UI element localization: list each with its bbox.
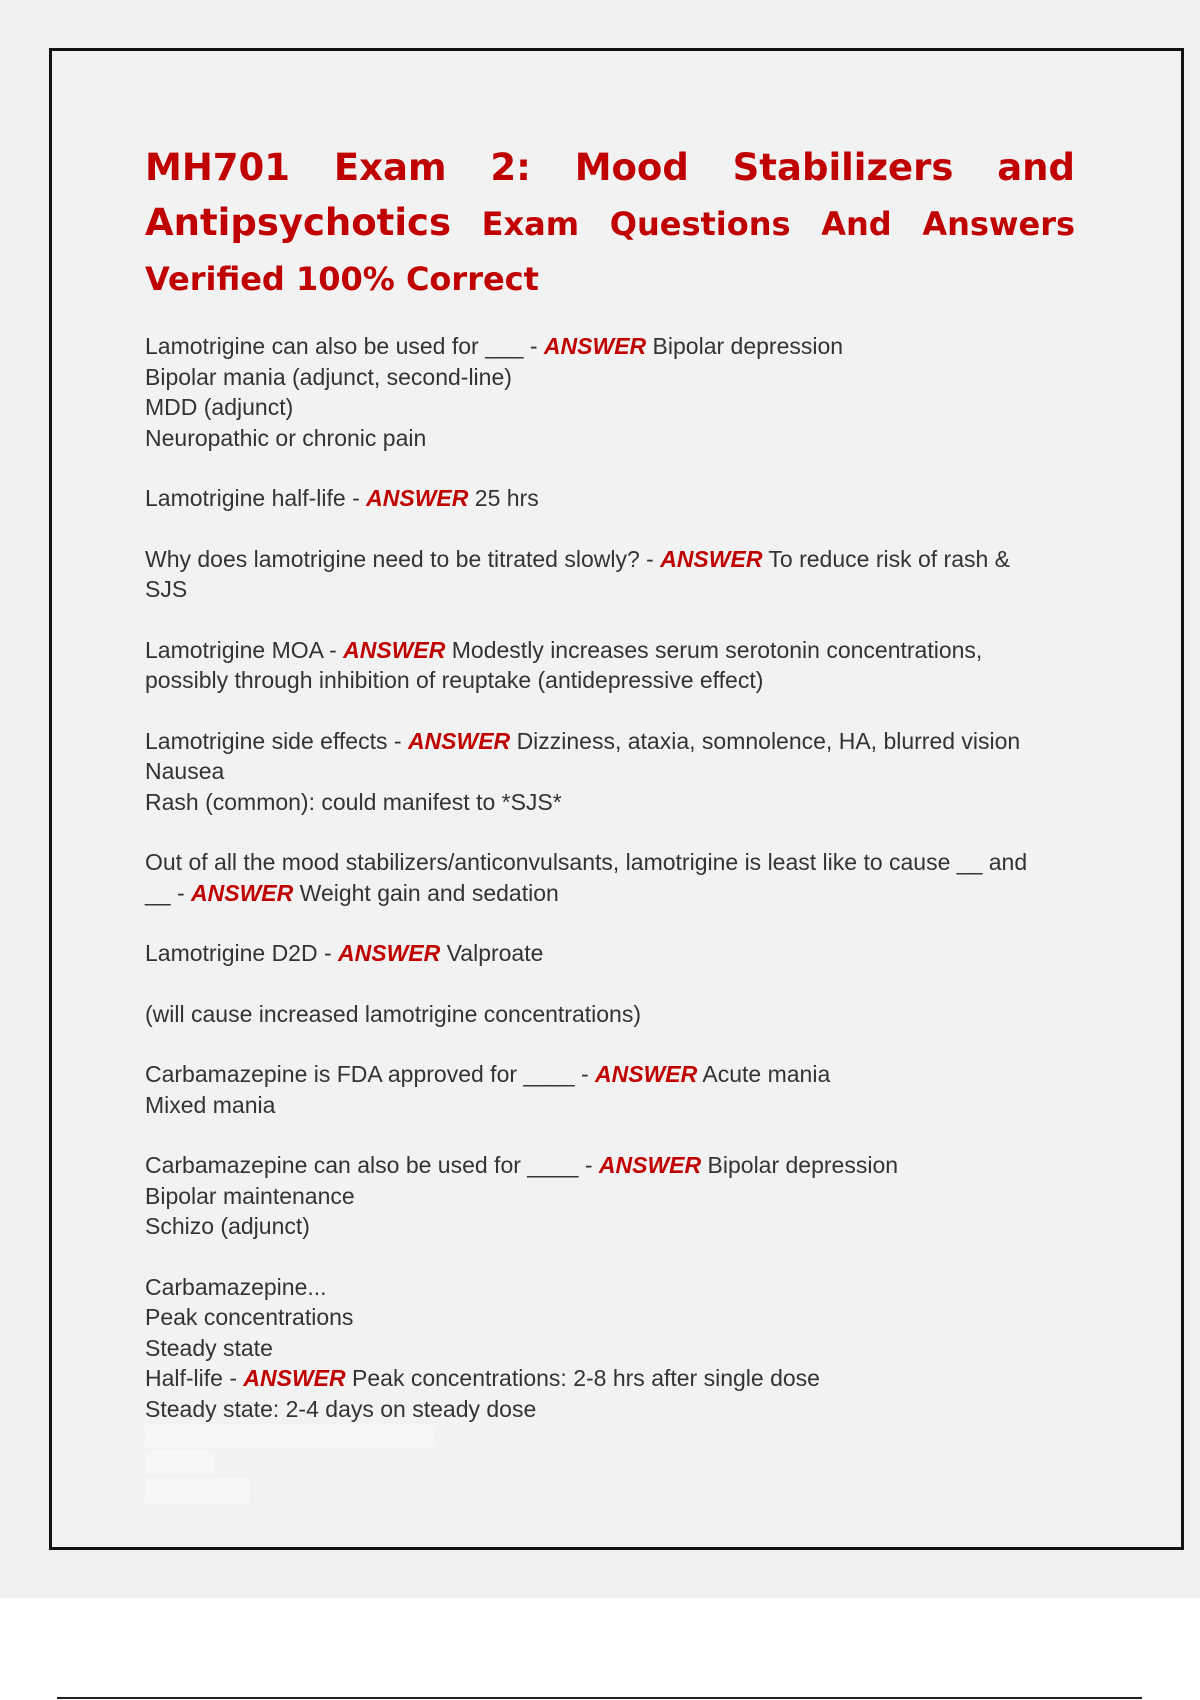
question-text: __ - [145,879,185,906]
question-text: Carbamazepine can also be used for ____ - [145,1152,593,1178]
answer-text: Acute mania [702,1061,831,1087]
text-line [145,392,1075,423]
text-line [145,847,1075,878]
text-line [145,1090,1075,1121]
answer-label: ANSWER [338,940,441,966]
answer-text: Nausea [145,758,225,784]
qa-item [145,331,1075,453]
question-text: Lamotrigine MOA - [145,636,337,663]
answer-text: Neuropathic or chronic pain [145,424,427,451]
title-word: Questions [609,205,791,243]
answer-label: ANSWER [660,545,763,572]
answer-label: ANSWER [407,727,511,754]
faded-text-block [145,1478,250,1503]
title-word: Exam [333,146,447,189]
title-word: And [821,205,892,243]
answer-label: ANSWER [343,636,446,663]
qa-list [145,331,1075,1424]
title-word: Antipsychotics [145,201,451,244]
answer-text: Bipolar maintenance [145,1182,355,1209]
question-text: Half-life - [145,1365,238,1391]
text-line [145,544,1075,575]
text-line [145,665,1075,696]
text-line [145,1302,1075,1333]
text-line [145,726,1075,757]
text-line [145,1059,1075,1090]
question-text: Out of all the mood stabilizers/anticonvulsants, lamotrigine is least like to cause __ and [145,849,1028,875]
answer-text: Schizo (adjunct) [145,1213,310,1239]
answer-text: Bipolar mania (adjunct, second-line) [145,363,512,390]
question-text: Peak concentrations [145,1304,354,1330]
qa-item [145,1059,1075,1120]
answer-text: Steady state: 2-4 days on steady dose [145,1395,537,1422]
qa-item [145,726,1075,818]
title-word: Exam [481,205,580,243]
text-line [145,787,1075,818]
text-line [145,1272,1075,1303]
answer-text: possibly through inhibition of reuptake (antidepressive effect) [145,667,764,693]
text-line [145,999,1075,1030]
text-line [145,1211,1075,1242]
footer-divider [57,1697,1142,1699]
document-content [145,140,1075,1454]
text-line [145,483,1075,514]
answer-text: Valproate [446,940,544,966]
title-line-1 [145,140,1075,195]
text-line [145,1181,1075,1212]
answer-label: ANSWER [595,1061,698,1087]
text-line [145,1333,1075,1364]
text-line [145,938,1075,969]
answer-text: Dizziness, ataxia, somnolence, HA, blurred vision [516,727,1021,754]
text-line [145,635,1075,666]
qa-item [145,1150,1075,1242]
answer-text: 25 hrs [474,485,539,511]
title-word: Mood [574,146,689,189]
qa-item [145,1272,1075,1425]
faded-text-block [145,1450,215,1475]
title-word: Verified 100% Correct [145,260,539,298]
qa-item [145,847,1075,908]
answer-label: ANSWER [598,1152,702,1178]
text-line [145,756,1075,787]
question-text: Lamotrigine can also be used for ___ - [145,333,538,359]
title-word: and [997,146,1076,189]
qa-item [145,544,1075,605]
question-text: Why does lamotrigine need to be titrated slowly? - [145,545,654,572]
text-line [145,574,1075,605]
title-line-3 [145,252,1075,307]
question-text: Carbamazepine is FDA approved for ____ - [145,1061,589,1087]
text-line [145,1363,1075,1394]
answer-text: Modestly increases serum serotonin concentrations, [451,636,983,663]
answer-text: Bipolar depression [707,1152,899,1178]
answer-label: ANSWER [191,879,294,906]
answer-text: Mixed mania [145,1091,276,1118]
answer-text: MDD (adjunct) [145,394,294,420]
question-text: Carbamazepine... [145,1273,327,1300]
text-line [145,878,1075,909]
answer-text: SJS [145,576,188,602]
title-word: Answers [922,205,1076,243]
text-line [145,1150,1075,1181]
question-text: Lamotrigine half-life - [145,485,360,511]
title-word: Stabilizers [732,146,954,189]
answer-text: Bipolar depression [652,333,844,359]
question-text: Lamotrigine D2D - [145,940,332,966]
text-line [145,1394,1075,1425]
title-word: MH701 [145,146,291,189]
qa-item [145,635,1075,696]
question-text: Lamotrigine side effects - [145,727,402,754]
answer-text: To reduce risk of rash & [768,545,1011,572]
title-word: 2: [490,146,531,189]
text-line [145,423,1075,454]
qa-item [145,483,1075,514]
answer-text: Rash (common): could manifest to *SJS* [145,788,562,815]
document-title [145,140,1075,307]
qa-item [145,938,1075,969]
faded-text-block [145,1425,435,1447]
note-text: (will cause increased lamotrigine concentrations) [145,1000,642,1027]
question-text: Steady state [145,1334,273,1361]
text-line [145,331,1075,362]
qa-item [145,999,1075,1030]
title-line-2 [145,195,1075,252]
answer-text: Weight gain and sedation [299,879,559,906]
text-line [145,362,1075,393]
answer-label: ANSWER [243,1365,346,1391]
answer-label: ANSWER [366,485,469,511]
answer-text: Peak concentrations: 2-8 hrs after single dose [352,1365,820,1391]
answer-label: ANSWER [543,333,647,359]
